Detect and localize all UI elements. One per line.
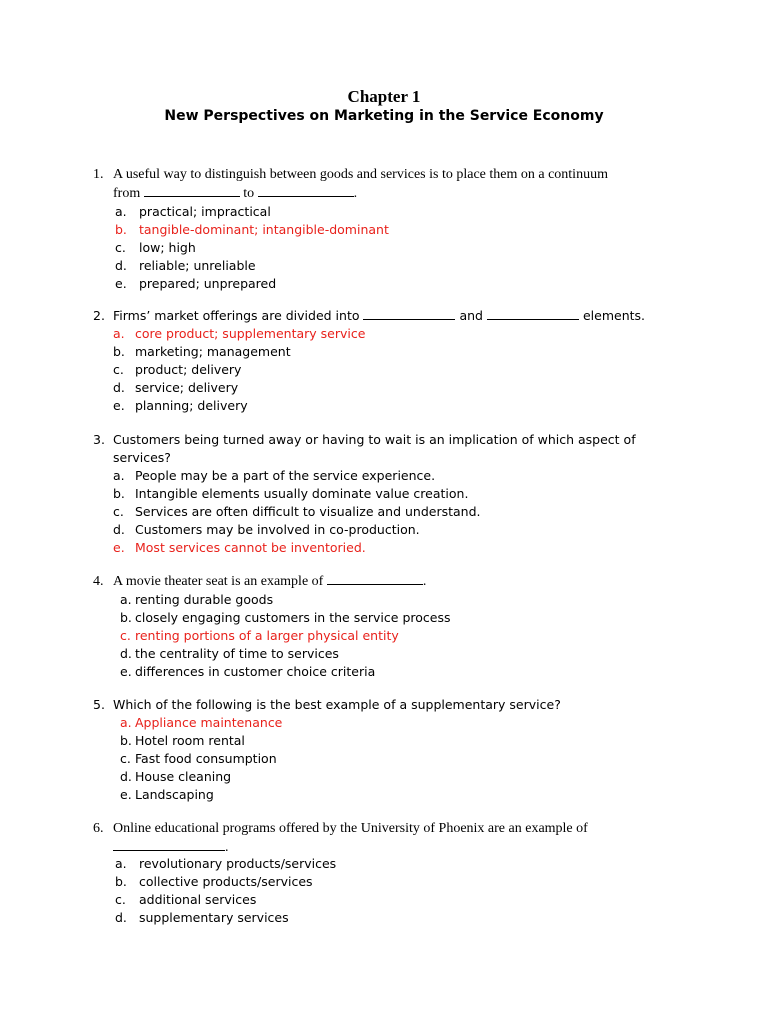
question-text: Which of the following is the best example of a supplementary service? bbox=[113, 697, 561, 712]
question-2 bbox=[93, 307, 673, 415]
option-letter: c. bbox=[120, 751, 131, 766]
question-2-options bbox=[93, 325, 673, 415]
question-3-options bbox=[93, 467, 673, 557]
option-c bbox=[115, 891, 673, 909]
option-text: core product; supplementary service bbox=[135, 326, 366, 341]
option-c bbox=[120, 750, 673, 768]
option-e bbox=[120, 663, 673, 681]
option-e bbox=[115, 275, 673, 293]
option-d bbox=[120, 645, 673, 663]
option-letter: b. bbox=[113, 344, 125, 359]
question-1-stem-cont bbox=[93, 184, 673, 203]
option-text: tangible-dominant; intangible-dominant bbox=[139, 222, 389, 237]
option-text: planning; delivery bbox=[135, 398, 248, 413]
option-letter: e. bbox=[120, 787, 132, 802]
option-d bbox=[115, 257, 673, 275]
option-letter: e. bbox=[113, 540, 125, 555]
option-letter: a. bbox=[120, 592, 132, 607]
question-4-options bbox=[93, 591, 673, 681]
question-text: from bbox=[113, 186, 141, 201]
option-text: collective products/services bbox=[139, 874, 313, 889]
option-letter: c. bbox=[115, 240, 126, 255]
question-3-stem-cont bbox=[93, 449, 673, 467]
option-text: People may be a part of the service experience. bbox=[135, 468, 436, 483]
option-letter: c. bbox=[115, 892, 126, 907]
question-5 bbox=[93, 696, 673, 804]
question-1-stem bbox=[93, 166, 673, 184]
option-letter: e. bbox=[113, 398, 125, 413]
question-number: 1. bbox=[93, 167, 104, 182]
option-text: marketing; management bbox=[135, 344, 291, 359]
option-letter: c. bbox=[113, 362, 124, 377]
option-c bbox=[113, 361, 673, 379]
question-number: 2. bbox=[93, 308, 105, 323]
question-2-stem bbox=[93, 307, 673, 325]
option-text: differences in customer choice criteria bbox=[135, 664, 376, 679]
option-text: additional services bbox=[139, 892, 257, 907]
question-6-stem-cont bbox=[93, 838, 673, 855]
question-text: A movie theater seat is an example of bbox=[113, 574, 324, 589]
option-text: supplementary services bbox=[139, 910, 289, 925]
option-text: renting durable goods bbox=[135, 592, 274, 607]
option-text: Services are often difficult to visualize and understand. bbox=[135, 504, 481, 519]
option-text: Appliance maintenance bbox=[135, 715, 283, 730]
option-text: reliable; unreliable bbox=[139, 258, 256, 273]
option-letter: d. bbox=[120, 646, 132, 661]
option-c-correct bbox=[120, 627, 673, 645]
question-4 bbox=[93, 572, 673, 681]
option-letter: d. bbox=[120, 769, 132, 784]
option-text: low; high bbox=[139, 240, 196, 255]
question-3 bbox=[93, 431, 673, 557]
option-c bbox=[115, 239, 673, 257]
option-text: revolutionary products/services bbox=[139, 856, 337, 871]
option-text: practical; impractical bbox=[139, 204, 271, 219]
question-text: Firms’ market offerings are divided into bbox=[113, 308, 360, 323]
question-6-options bbox=[93, 855, 673, 927]
question-text: to bbox=[243, 186, 255, 201]
option-letter: a. bbox=[120, 715, 132, 730]
answer-blank bbox=[144, 184, 240, 197]
option-a bbox=[113, 467, 673, 485]
question-text: Online educational programs offered by the University of Phoenix are an example of bbox=[113, 821, 588, 836]
question-text: elements. bbox=[582, 308, 645, 323]
question-3-stem bbox=[93, 431, 673, 449]
option-text: the centrality of time to services bbox=[135, 646, 339, 661]
option-text: Fast food consumption bbox=[135, 751, 277, 766]
answer-blank bbox=[327, 572, 423, 585]
question-number: 6. bbox=[93, 821, 104, 836]
option-a bbox=[115, 855, 673, 873]
answer-blank bbox=[363, 307, 455, 320]
option-a-correct bbox=[113, 325, 673, 343]
option-d bbox=[113, 379, 673, 397]
answer-blank bbox=[258, 184, 354, 197]
option-e bbox=[113, 397, 673, 415]
option-letter: b. bbox=[120, 733, 132, 748]
option-text: Customers may be involved in co-production. bbox=[135, 522, 420, 537]
question-text: and bbox=[459, 308, 483, 323]
option-b bbox=[120, 609, 673, 627]
question-6-stem bbox=[93, 820, 673, 838]
option-text: closely engaging customers in the service process bbox=[135, 610, 451, 625]
option-b bbox=[113, 485, 673, 503]
option-text: renting portions of a larger physical entity bbox=[135, 628, 399, 643]
option-d bbox=[113, 521, 673, 539]
question-text: A useful way to distinguish between goods and services is to place them on a continuum bbox=[113, 167, 608, 182]
question-number: 4. bbox=[93, 574, 104, 589]
option-letter: c. bbox=[113, 504, 124, 519]
option-text: product; delivery bbox=[135, 362, 242, 377]
option-e bbox=[120, 786, 673, 804]
option-text: Most services cannot be inventoried. bbox=[135, 540, 366, 555]
option-b-correct bbox=[115, 221, 673, 239]
option-letter: b. bbox=[113, 486, 125, 501]
chapter-subtitle: New Perspectives on Marketing in the Service Economy bbox=[164, 108, 604, 124]
option-b bbox=[115, 873, 673, 891]
question-text: services? bbox=[113, 450, 171, 465]
option-letter: d. bbox=[115, 258, 127, 273]
option-a-correct bbox=[120, 714, 673, 732]
option-text: Intangible elements usually dominate value creation. bbox=[135, 486, 469, 501]
option-text: Landscaping bbox=[135, 787, 214, 802]
option-a bbox=[120, 591, 673, 609]
option-c bbox=[113, 503, 673, 521]
option-letter: d. bbox=[113, 380, 125, 395]
option-d bbox=[115, 909, 673, 927]
option-letter: a. bbox=[113, 468, 125, 483]
option-d bbox=[120, 768, 673, 786]
question-text: . bbox=[225, 840, 229, 855]
answer-blank bbox=[487, 307, 579, 320]
option-text: prepared; unprepared bbox=[139, 276, 277, 291]
option-letter: a. bbox=[115, 856, 127, 871]
chapter-title: Chapter 1 bbox=[347, 87, 421, 106]
option-letter: d. bbox=[113, 522, 125, 537]
question-1 bbox=[93, 166, 673, 293]
option-a bbox=[115, 203, 673, 221]
question-text: Customers being turned away or having to wait is an implication of which aspect of bbox=[113, 432, 636, 447]
option-text: Hotel room rental bbox=[135, 733, 245, 748]
option-letter: b. bbox=[115, 874, 127, 889]
option-letter: e. bbox=[120, 664, 132, 679]
question-5-stem bbox=[93, 696, 673, 714]
option-b bbox=[120, 732, 673, 750]
question-6 bbox=[93, 820, 673, 927]
option-e-correct bbox=[113, 539, 673, 557]
question-4-stem bbox=[93, 572, 673, 591]
option-letter: d. bbox=[115, 910, 127, 925]
question-text: . bbox=[422, 574, 427, 589]
option-b bbox=[113, 343, 673, 361]
option-letter: b. bbox=[115, 222, 127, 237]
question-text: . bbox=[353, 186, 358, 201]
answer-blank bbox=[113, 838, 225, 851]
option-text: service; delivery bbox=[135, 380, 239, 395]
option-letter: c. bbox=[120, 628, 131, 643]
question-number: 3. bbox=[93, 432, 105, 447]
option-letter: a. bbox=[115, 204, 127, 219]
option-letter: e. bbox=[115, 276, 127, 291]
option-letter: b. bbox=[120, 610, 132, 625]
option-letter: a. bbox=[113, 326, 125, 341]
option-text: House cleaning bbox=[135, 769, 232, 784]
question-5-options bbox=[93, 714, 673, 804]
question-1-options bbox=[93, 203, 673, 293]
question-number: 5. bbox=[93, 697, 105, 712]
